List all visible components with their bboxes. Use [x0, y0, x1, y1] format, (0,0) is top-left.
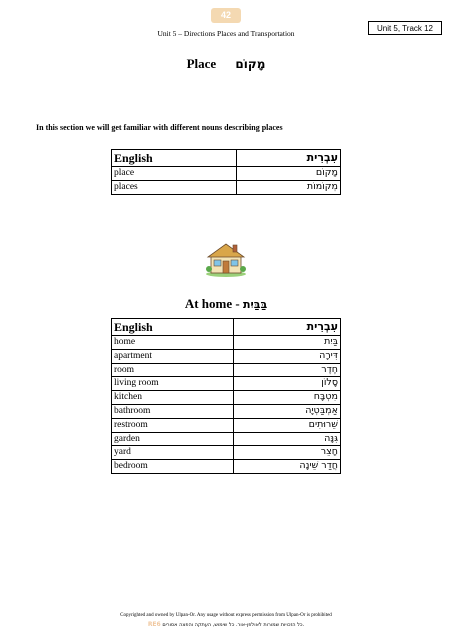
table-row	[112, 446, 341, 460]
table-row	[112, 349, 341, 363]
footer-hebrew-line	[0, 621, 452, 628]
table-row	[112, 418, 341, 432]
hebrew-copyright: כל הזכויות שמורות לאולפן-אור. כל שימוש, העתקה והפצה אסורים.	[162, 622, 305, 628]
copyright-notice: Copyrighted and owned by Ulpan-Or. Any usage without express permission from Ulpan-Or is prohibited	[120, 613, 332, 618]
table-header-row	[112, 319, 341, 336]
cell-english: bathroom	[112, 404, 234, 418]
cell-english: living room	[112, 377, 234, 391]
table-row	[112, 363, 341, 377]
cell-english: bedroom	[112, 460, 234, 474]
intro-text: In this section we will get familiar with different nouns describing places	[36, 123, 283, 132]
page-title	[0, 56, 452, 72]
page-code: RE6	[147, 621, 161, 628]
vocab-table-home	[111, 318, 341, 474]
track-label: Unit 5, Track 12	[368, 21, 442, 35]
table-row	[112, 336, 341, 350]
table-row	[112, 377, 341, 391]
cell-english: place	[112, 167, 237, 181]
section-title-hebrew: בַּבַּיִת	[242, 298, 268, 311]
title-english: Place	[186, 56, 217, 71]
table-row	[112, 391, 341, 405]
table-row	[112, 432, 341, 446]
house-icon	[205, 241, 247, 277]
cell-hebrew: חֶדֶר	[233, 363, 340, 377]
cell-hebrew: חָצֵר	[233, 446, 340, 460]
cell-english: home	[112, 336, 234, 350]
cell-hebrew: דִּירָה	[233, 349, 340, 363]
table-row	[112, 460, 341, 474]
title-hebrew: מָקוֹם	[235, 57, 266, 71]
header-english: English	[112, 319, 234, 336]
section-title-english: At home -	[184, 296, 243, 311]
section-title-at-home	[0, 296, 452, 312]
cell-hebrew: מְקוֹמוֹת	[236, 180, 340, 194]
table-header-row	[112, 150, 341, 167]
cell-hebrew: סָלוֹן	[233, 377, 340, 391]
table-row	[112, 404, 341, 418]
table-row	[112, 180, 341, 194]
cell-english: garden	[112, 432, 234, 446]
cell-english: room	[112, 363, 234, 377]
header-hebrew: עִבְרִית	[236, 150, 340, 167]
table-row	[112, 167, 341, 181]
header-english: English	[112, 150, 237, 167]
cell-english: apartment	[112, 349, 234, 363]
cell-english: yard	[112, 446, 234, 460]
page-number-badge: 42	[211, 8, 241, 23]
cell-english: places	[112, 180, 237, 194]
cell-hebrew: אַמְבַּטְיָה	[233, 404, 340, 418]
cell-hebrew: בַּיִת	[233, 336, 340, 350]
cell-english: kitchen	[112, 391, 234, 405]
header-hebrew: עִבְרִית	[233, 319, 340, 336]
cell-english: restroom	[112, 418, 234, 432]
cell-hebrew: מָקוֹם	[236, 167, 340, 181]
cell-hebrew: שֵׁרוּתִים	[233, 418, 340, 432]
vocab-table-place	[111, 149, 341, 195]
cell-hebrew: מִטְבָּח	[233, 391, 340, 405]
cell-hebrew: חֲדַר שֵׁינָה	[233, 460, 340, 474]
cell-hebrew: גִּנָּה	[233, 432, 340, 446]
unit-header: Unit 5 – Directions Places and Transportation	[157, 29, 295, 38]
